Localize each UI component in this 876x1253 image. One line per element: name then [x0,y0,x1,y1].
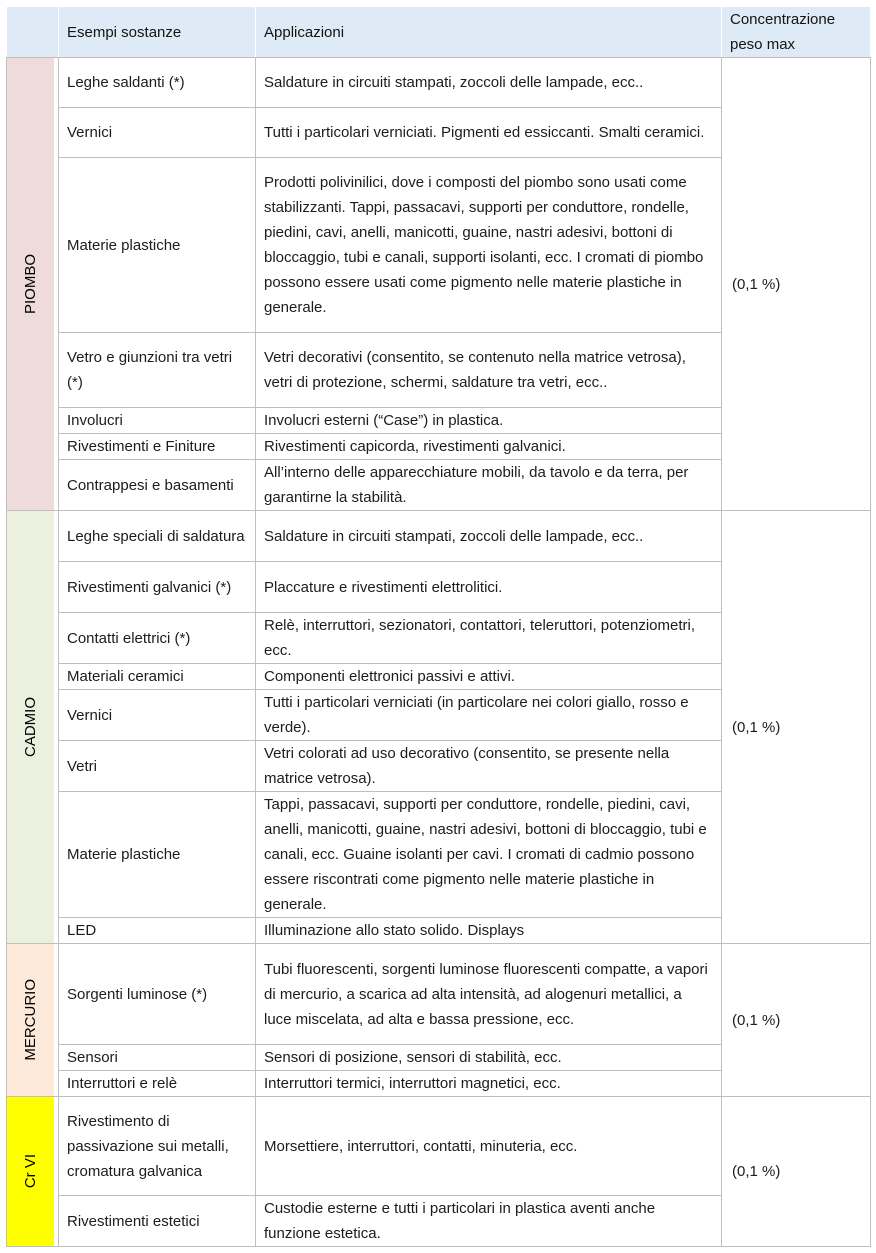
substance-text: Rivestimenti galvanici (*) [67,578,232,596]
table-row [7,944,871,1045]
substance-text: Contatti elettrici (*) [67,629,191,647]
substance-cell [59,1045,256,1071]
group-band-crvi [7,1097,54,1246]
application-cell [256,1196,722,1247]
substance-cell [59,460,256,511]
substance-text: Leghe saldanti (*) [67,74,185,91]
substance-cell [59,664,256,690]
substance-cell [59,434,256,460]
concentration-cell-piombo [722,58,871,511]
application-text: Morsettiere, interruttori, contatti, minuteria, ecc. [264,1137,578,1155]
group-label-cadmio: CADMIO [22,697,39,757]
substance-cell [59,158,256,333]
substance-cell [59,511,256,562]
concentration-text: (0,1 %) [732,275,781,293]
application-text: All’interno delle apparecchiature mobili, da tavolo e da terra, per garantirne la stabilità. [264,464,689,506]
substance-text: Involucri [67,412,123,429]
substance-cell [59,1071,256,1097]
application-text: Custodie esterne e tutti i particolari in plastica aventi anche funzione estetica. [264,1200,656,1242]
application-cell [256,792,722,918]
concentration-cell-cadmio [722,511,871,944]
application-text: Componenti elettronici passivi e attivi. [264,668,515,685]
substance-cell [59,1196,256,1247]
substance-text: Vernici [67,706,113,724]
substances-table [6,6,871,1247]
application-cell [256,1045,722,1071]
application-text: Interruttori termici, interruttori magnetici, ecc. [264,1075,561,1092]
application-cell [256,918,722,944]
application-cell [256,944,722,1045]
application-cell [256,664,722,690]
header-examples-label: Esempi sostanze [67,23,182,41]
application-text: Rivestimenti capicorda, rivestimenti galvanici. [264,438,566,455]
concentration-text: (0,1 %) [732,1163,781,1180]
header-substance-group-cell [7,7,59,58]
application-cell [256,511,722,562]
application-text: Placcature e rivestimenti elettrolitici. [264,578,503,596]
application-text: Tutti i particolari verniciati (in particolare nei colori giallo, rosso e verde). [264,694,689,736]
application-text: Vetri decorativi (consentito, se contenuto nella matrice vetrosa), vetri di protezione, schermi, saldature tra vetri, ecc.. [264,349,686,391]
group-cell-piombo [7,58,59,511]
application-cell [256,690,722,741]
substance-text: Leghe speciali di saldatura [67,527,245,545]
table-header-row [7,7,871,58]
application-cell [256,1097,722,1196]
header-concentration-label: Concentrazione peso max [730,11,836,53]
substance-text: Sorgenti luminose (*) [67,985,208,1003]
substance-cell [59,792,256,918]
group-cell-crvi [7,1097,59,1247]
application-cell [256,333,722,408]
group-label-mercurio: MERCURIO [22,979,39,1061]
substance-cell [59,918,256,944]
substance-cell [59,58,256,108]
header-examples [59,7,256,58]
application-text: Relè, interruttori, sezionatori, contattori, teleruttori, potenziometri, ecc. [264,617,696,659]
substance-text: Rivestimenti estetici [67,1212,200,1230]
substance-text: Vernici [67,124,113,141]
application-cell [256,58,722,108]
application-text: Sensori di posizione, sensori di stabilità, ecc. [264,1049,562,1066]
substance-cell [59,333,256,408]
substance-text: Materie plastiche [67,236,181,254]
application-text: Tubi fluorescenti, sorgenti luminose fluorescenti compatte, a vapori di mercurio, a scarica ad alta intensità, ad alogenuri metallici, a luce miscelata, ad alta e bassa pressione, ecc. [264,960,708,1028]
application-text: Saldature in circuiti stampati, zoccoli delle lampade, ecc.. [264,527,644,545]
substance-cell [59,690,256,741]
substance-text: Rivestimenti e Finiture [67,438,216,455]
header-applications-label: Applicazioni [264,23,345,41]
substance-text: Vetro e giunzioni tra vetri (*) [67,349,233,391]
concentration-text: (0,1 %) [732,718,781,736]
substance-cell [59,408,256,434]
application-cell [256,460,722,511]
group-cell-cadmio [7,511,59,944]
application-cell [256,158,722,333]
substance-text: Materie plastiche [67,846,181,863]
application-cell [256,613,722,664]
group-band-piombo [7,58,54,510]
group-band-cadmio [7,511,54,943]
header-concentration [722,7,871,58]
application-cell [256,1071,722,1097]
substance-cell [59,944,256,1045]
application-text: Tutti i particolari verniciati. Pigmenti ed essiccanti. Smalti ceramici. [264,124,705,141]
table-row [7,511,871,562]
application-cell [256,408,722,434]
substance-cell [59,613,256,664]
concentration-cell-crvi [722,1097,871,1247]
application-text: Involucri esterni (“Case”) in plastica. [264,412,504,429]
substance-text: LED [67,922,97,939]
substance-text: Vetri [67,757,98,775]
application-text: Prodotti polivinilici, dove i composti del piombo sono usati come stabilizzanti. Tappi, passacavi, supporti per conduttore, rondelle, piedini, cavi, anelli, manicotti, guaine, nastri adesivi, bottoni di bloccaggio, tubi e canali, supporti isolanti, ecc. I cromati di piombo possono essere usati come pigmento nelle materie plastiche in generale. [264,174,704,316]
group-label-crvi: Cr VI [22,1154,39,1189]
group-band-mercurio [7,944,54,1096]
substance-cell [59,741,256,792]
substance-text: Interruttori e relè [67,1075,178,1092]
substance-cell [59,108,256,158]
application-cell [256,741,722,792]
group-cell-mercurio [7,944,59,1097]
concentration-text: (0,1 %) [732,1011,781,1029]
application-text: Tappi, passacavi, supporti per conduttore, rondelle, piedini, cavi, anelli, manicotti, guaine, nastri adesivi, bottoni di bloccaggio, tubi e canali, ecc. Guaine isolanti per cavi. I cromati di cadmio possono essere riscontrati come pigmento nelle materie plastiche in generale. [264,796,707,913]
application-text: Saldature in circuiti stampati, zoccoli delle lampade, ecc.. [264,74,644,91]
application-cell [256,434,722,460]
header-applications [256,7,722,58]
application-cell [256,562,722,613]
table-row [7,1097,871,1196]
substance-text: Sensori [67,1049,118,1066]
substance-cell [59,562,256,613]
substance-cell [59,1097,256,1196]
table-row [7,58,871,108]
application-text: Illuminazione allo stato solido. Displays [264,922,525,939]
application-text: Vetri colorati ad uso decorativo (consentito, se presente nella matrice vetrosa). [264,745,670,787]
concentration-cell-mercurio [722,944,871,1097]
substance-text: Contrappesi e basamenti [67,476,234,494]
group-label-piombo: PIOMBO [22,253,39,314]
substance-text: Materiali ceramici [67,668,184,685]
application-cell [256,108,722,158]
substance-text: Rivestimento di passivazione sui metalli, cromatura galvanica [67,1112,229,1180]
